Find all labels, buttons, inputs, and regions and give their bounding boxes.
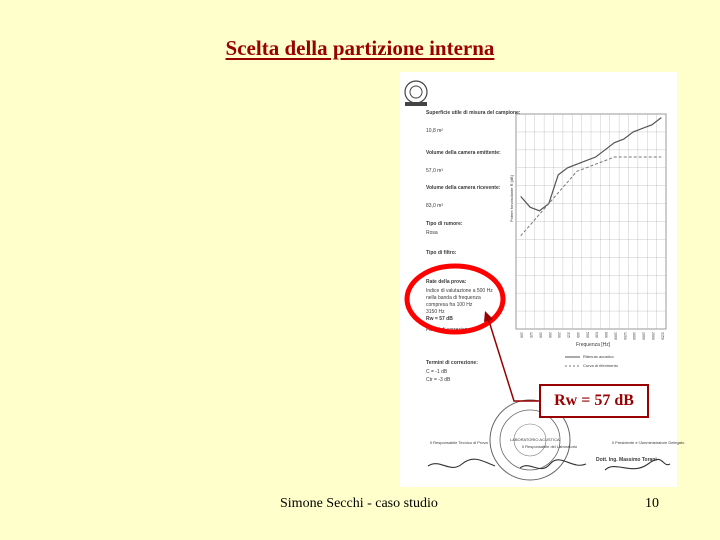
field-termini: Termini di correzione: (426, 360, 478, 366)
x-tick-label: 630 (594, 332, 599, 338)
x-tick-label: 1250 (622, 332, 627, 340)
field-volume-emittente-value: 57,0 m³ (426, 168, 443, 174)
field-ctr-value: Ctr = -3 dB (426, 377, 451, 383)
field-indice-line-2: nella banda di frequenza (426, 295, 481, 301)
x-tick-label: 100 (519, 332, 524, 338)
x-tick-label: 400 (575, 332, 580, 338)
callout-leader-line (488, 318, 539, 401)
field-volume-ricevente-value: 83,0 m³ (426, 203, 443, 209)
x-tick-label: 125 (529, 332, 534, 338)
field-tipo-rumore-value: Rosa (426, 230, 438, 236)
page-number: 10 (645, 496, 659, 511)
field-rate-prova: Rate della prova: (426, 279, 467, 285)
signature-name: Dott. Ing. Massimo Torani (596, 457, 657, 463)
x-tick-label: 2500 (650, 332, 655, 340)
field-tipo-rumore: Tipo di rumore: (426, 221, 463, 227)
footer-author: Simone Secchi - caso studio (280, 496, 438, 511)
x-tick-label: 200 (547, 332, 552, 338)
field-superficie-value: 10,8 m² (426, 128, 443, 134)
slide-title: Scelta della partizione interna (225, 36, 495, 60)
legend-measured-label: Ritenuto acustico (583, 354, 614, 359)
field-indice-line-1: Indice di valutazione a 500 Hz (426, 288, 493, 294)
chart-x-axis-label: Frequenza [Hz] (576, 342, 611, 348)
field-c-value: C = -1 dB (426, 369, 448, 375)
field-tipo-filtro: Tipo di filtro: (426, 250, 457, 256)
rw-callout-box: Rw = 57 dB (539, 384, 649, 418)
x-tick-label: 1600 (632, 332, 637, 340)
field-indice-line-4: 3150 Hz (426, 309, 445, 315)
legend-reference-label: Curva di riferimento (583, 363, 618, 368)
field-volume-ricevente: Volume della camera ricevente: (426, 185, 501, 191)
x-tick-label: 2000 (641, 332, 646, 340)
x-tick-label: 160 (538, 332, 543, 338)
x-tick-label: 315 (566, 332, 571, 338)
field-volume-emittente: Volume della camera emittente: (426, 150, 501, 156)
stamp-text: LABORATORIO ACUSTICA (510, 437, 560, 442)
field-indice-line-3: compresa fra 100 Hz (426, 302, 473, 308)
signature-label-2: Il Responsabile del Laboratorio (522, 444, 578, 449)
x-tick-label: 3150 (660, 332, 665, 340)
field-superficie: Superficie utile di misura del campione: (426, 110, 521, 116)
signature-label-3: Il Presidente e l'Amministratore Delegato (612, 440, 685, 445)
signature-label-1: Il Responsabile Tecnico di Prova (430, 440, 488, 445)
x-tick-label: 800 (604, 332, 609, 338)
x-tick-label: 500 (585, 332, 590, 338)
x-tick-label: 1000 (613, 332, 618, 340)
field-rw-value: Rw = 57 dB (426, 316, 453, 322)
field-fattori: Fattori di correzione: (426, 327, 472, 333)
x-tick-label: 250 (557, 332, 562, 338)
chart-y-axis-label: Potere fonoisolante R [dB] (509, 175, 514, 222)
